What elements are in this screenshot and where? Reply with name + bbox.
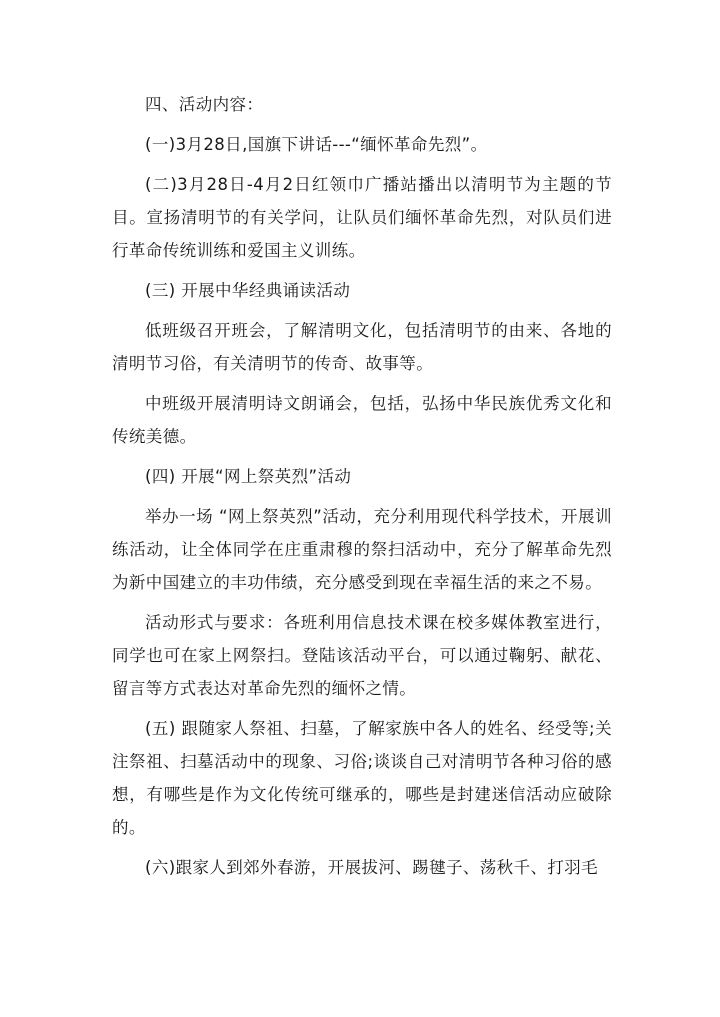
document-body: [112, 88, 612, 884]
paragraph-item-6: (六)跟家人到郊外春游，开展拔河、踢毽子、荡秋千、打羽毛: [145, 858, 599, 877]
paragraph-mid-grade: 中班级开展清明诗文朗诵会，包括，弘扬中华民族优秀文化和传统美德。: [112, 394, 612, 446]
paragraph-item-5: (五) 跟随家人祭祖、扫墓，了解家族中各人的姓名、经受等;关注祭祖、扫墓活动中的现象、习俗;谈谈自己对清明节各种习俗的感想，有哪些是作为文化传统可继承的，哪些是封建迷信活动应破除的。: [112, 719, 612, 837]
paragraph-online-memorial: 举办一场 “网上祭英烈”活动，充分利用现代科学技术，开展训练活动，让全体同学在庄重肃穆的祭扫活动中，充分了解革命先烈为新中国建立的丰功伟绩，充分感受到现在幸福生活的来之不易。: [112, 507, 612, 592]
section-heading-activity-content: 四、活动内容：: [145, 95, 264, 114]
paragraph-activity-form: 活动形式与要求：各班利用信息技术课在校多媒体教室进行，同学也可在家上网祭扫。登陆该活动平台，可以通过鞠躬、献花、留言等方式表达对革命先烈的缅怀之情。: [112, 613, 612, 698]
paragraph-item-2: (二)3月28日-4月2日红领巾广播站播出以清明节为主题的节目。宣扬清明节的有关学问，让队员们缅怀革命先烈，对队员们进行革命传统训练和爱国主义训练。: [112, 175, 612, 260]
paragraph-item-3-heading: (三) 开展中华经典诵读活动: [145, 281, 351, 300]
paragraph-item-1: (一)3月28日,国旗下讲话---“缅怀革命先烈”。: [145, 135, 488, 154]
paragraph-item-4-heading: (四) 开展“网上祭英烈”活动: [145, 467, 352, 486]
paragraph-low-grade: 低班级召开班会，了解清明文化，包括清明节的由来、各地的清明节习俗，有关清明节的传奇、故事等。: [112, 321, 612, 373]
